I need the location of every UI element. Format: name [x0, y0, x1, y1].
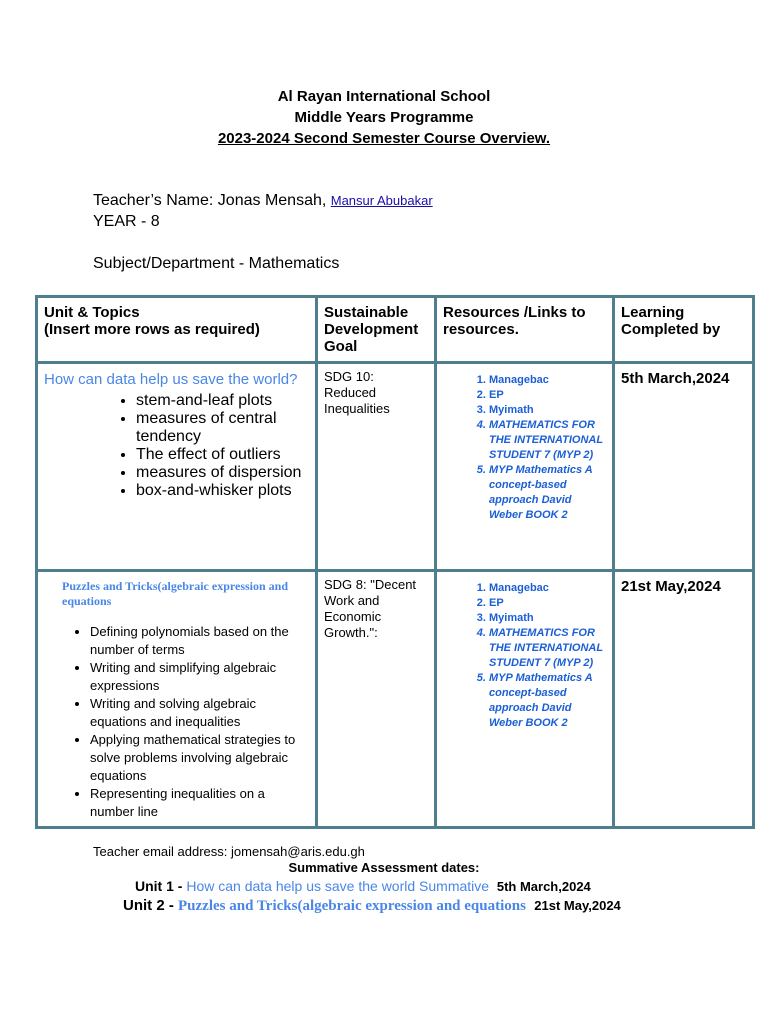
programme-name: Middle Years Programme	[294, 109, 474, 126]
unit2-label: Unit 2 -	[123, 897, 178, 914]
list-item: • measures of central tendency	[136, 410, 309, 446]
sdg-cell: SDG 8: "Decent Work and Economic Growth.":	[317, 571, 436, 828]
table-row	[37, 571, 754, 828]
unit-title: Puzzles and Tricks(algebraic expression and equations	[62, 579, 289, 608]
unit1-title: How can data help us save the world Summative	[186, 878, 490, 894]
header-completed-by: Learning Completed by	[614, 297, 754, 363]
header-unit-topics: Unit & Topics (Insert more rows as required)	[37, 297, 317, 363]
teacher-label: Teacher’s Name: Jonas Mensah,	[93, 192, 331, 209]
list-item: 1. Managebac	[489, 581, 606, 596]
unit1-summative	[135, 878, 591, 894]
course-table	[35, 295, 755, 829]
list-item: 4. MATHEMATICS FOR THE INTERNATIONAL STUDENT 7 (MYP 2)	[489, 418, 606, 463]
unit2-title: Puzzles and Tricks(algebraic expression and equations	[178, 898, 526, 914]
resource-list	[443, 581, 606, 731]
completion-date: 5th March,2024	[614, 363, 754, 571]
list-item: 3. Myimath	[489, 611, 606, 626]
list-item: 1. Managebac	[489, 373, 606, 388]
list-item: • box-and-whisker plots	[136, 482, 309, 500]
list-item: • Representing inequalities on a number line	[90, 785, 309, 821]
list-item: • The effect of outliers	[136, 446, 309, 464]
table-row	[37, 363, 754, 571]
topic-list	[44, 623, 309, 821]
school-name: Al Rayan International School	[277, 88, 491, 105]
list-item: 5. MYP Mathematics A concept-based approach David Weber BOOK 2	[489, 671, 606, 731]
list-item: • stem-and-leaf plots	[136, 392, 309, 410]
unit-title: How can data help us save the world?	[44, 371, 298, 388]
list-item: 2. EP	[489, 388, 606, 403]
sdg-cell: SDG 10: Reduced Inequalities	[317, 363, 436, 571]
list-item: 3. Myimath	[489, 403, 606, 418]
header-resources: Resources /Links to resources.	[436, 297, 614, 363]
unit2-date: 21st May,2024	[534, 898, 621, 913]
list-item: • Applying mathematical strategies to solve problems involving algebraic equations	[90, 731, 309, 785]
list-item: • measures of dispersion	[136, 464, 309, 482]
summative-heading: Summative Assessment dates:	[288, 860, 480, 875]
unit1-label: Unit 1 -	[135, 878, 187, 894]
unit1-date: 5th March,2024	[496, 879, 591, 894]
resources-cell	[436, 571, 614, 828]
table-header-row	[37, 297, 754, 363]
course-overview-title: 2023-2024 Second Semester Course Overview.	[217, 130, 551, 147]
topic-list	[44, 392, 309, 500]
list-item: • Writing and solving algebraic equations and inequalities	[90, 695, 309, 731]
teacher-email: Teacher email address: jomensah@aris.edu.gh	[93, 844, 365, 859]
unit2-summative	[123, 897, 621, 915]
completion-date: 21st May,2024	[614, 571, 754, 828]
unit-topics-cell	[37, 571, 317, 828]
resources-cell	[436, 363, 614, 571]
list-item: • Writing and simplifying algebraic expressions	[90, 659, 309, 695]
list-item: 4. MATHEMATICS FOR THE INTERNATIONAL STUDENT 7 (MYP 2)	[489, 626, 606, 671]
year-label: YEAR - 8	[93, 213, 160, 230]
header-sdg: Sustainable Development Goal	[317, 297, 436, 363]
teacher-name	[93, 192, 433, 210]
list-item: • Defining polynomials based on the number of terms	[90, 623, 309, 659]
list-item: 2. EP	[489, 596, 606, 611]
unit-topics-cell	[37, 363, 317, 571]
resource-list	[443, 373, 606, 523]
subject-label: Subject/Department - Mathematics	[93, 255, 340, 272]
teacher-link[interactable]: Mansur Abubakar	[330, 193, 433, 208]
list-item: 5. MYP Mathematics A concept-based approach David Weber BOOK 2	[489, 463, 606, 523]
